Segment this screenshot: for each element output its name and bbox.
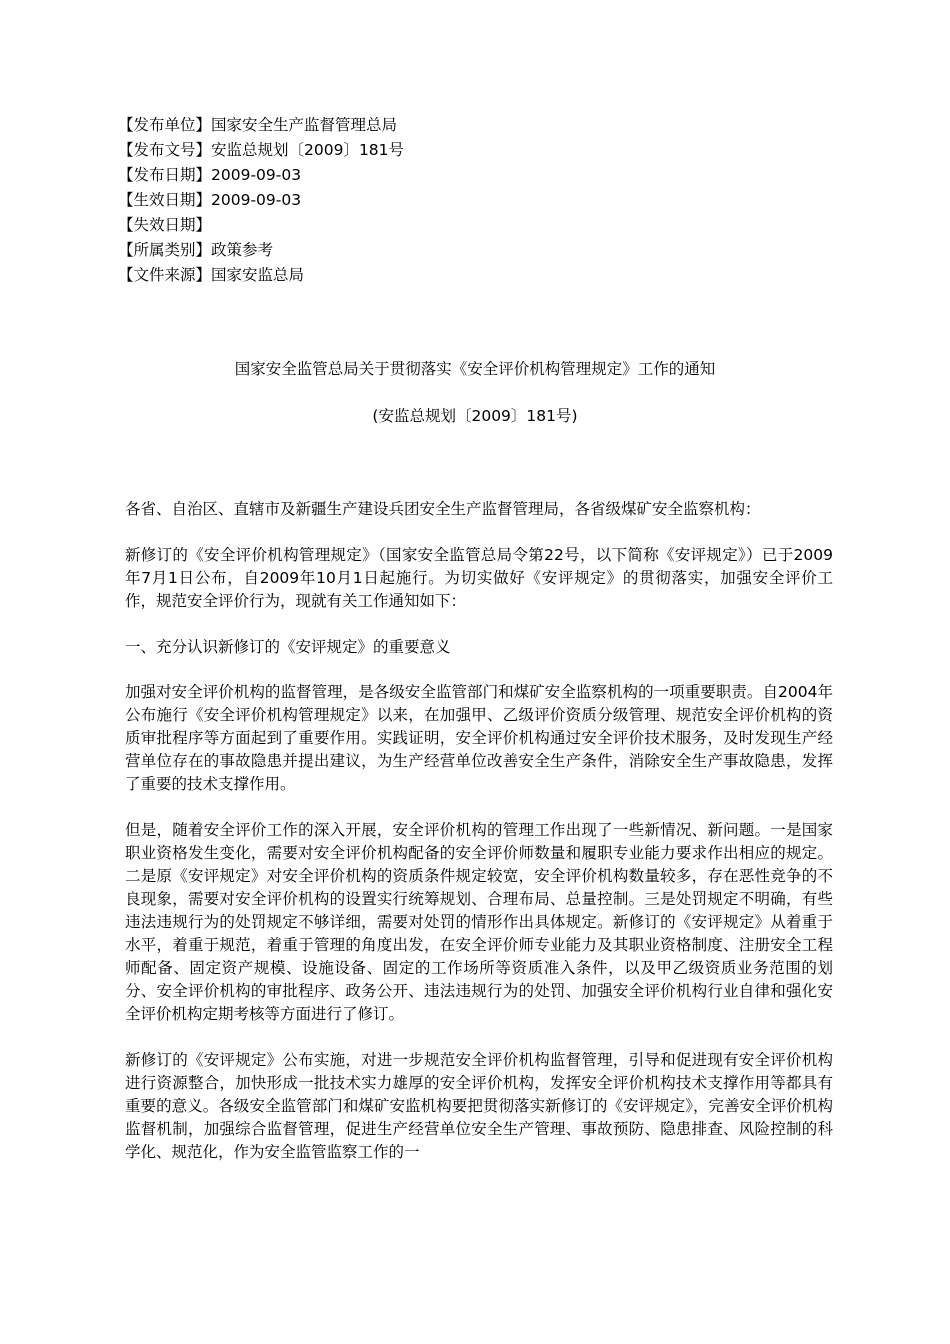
body-paragraph: 加强对安全评价机构的监督管理，是各级安全监管部门和煤矿安全监察机构的一项重要职责。自2004年公布施行《安全评价机构管理规定》以来，在加强甲、乙级评价资质分级管理、规范安全评价机构的资质审批程序等方面起到了重要作用。实践证明，安全评价机构通过安全评价技术服务，及时发现生产经营单位存在的事故隐患并提出建议，为生产经营单位改善安全生产条件，消除安全生产事故隐患，发挥了重要的技术支撑作用。 xyxy=(125,683,833,793)
meta-expiry-date: 【失效日期】 xyxy=(118,216,212,234)
metadata-block xyxy=(118,113,838,288)
body-paragraph: 新修订的《安评规定》公布实施，对进一步规范安全评价机构监督管理，引导和促进现有安全评价机构进行资源整合，加快形成一批技术实力雄厚的安全评价机构，发挥安全评价机构技术支撑作用等都具有重要的意义。各级安全监管部门和煤矿安监机构要把贯彻落实新修订的《安评规定》，完善安全评价机构监督机制，加强综合监督管理，促进生产经营单位安全生产管理、事故预防、隐患排查、风险控制的科学化、规范化，作为安全监管监察工作的一 xyxy=(125,1051,833,1161)
meta-issue-date: 【发布日期】2009-09-03 xyxy=(118,166,302,184)
intro-paragraph: 新修订的《安全评价机构管理规定》（国家安全监管总局令第22号，以下简称《安评规定》）已于2009年7月1日公布，自2009年10月1日起施行。为切实做好《安评规定》的贯彻落实，加强安全评价工作，规范安全评价行为，现就有关工作通知如下： xyxy=(125,546,833,610)
section-heading: 一、充分认识新修订的《安评规定》的重要意义 xyxy=(125,638,451,656)
addressee-paragraph: 各省、自治区、直辖市及新疆生产建设兵团安全生产监督管理局，各省级煤矿安全监察机构： xyxy=(125,500,761,518)
document-title: 国家安全监管总局关于贯彻落实《安全评价机构管理规定》工作的通知 xyxy=(234,360,716,378)
body-paragraph: 但是，随着安全评价工作的深入开展，安全评价机构的管理工作出现了一些新情况、新问题。一是国家职业资格发生变化，需要对安全评价机构配备的安全评价师数量和履职专业能力要求作出相应的规定。二是原《安评规定》对安全评价机构的资质条件规定较宽，安全评价机构数量较多，存在恶性竞争的不良现象，需要对安全评价机构的设置实行统筹规划、合理布局、总量控制。三是处罚规定不明确，有些违法违规行为的处罚规定不够详细，需要对处罚的情形作出具体规定。新修订的《安评规定》从着重于水平，着重于规范，着重于管理的角度出发，在安全评价师专业能力及其职业资格制度、注册安全工程师配备、固定资产规模、设施设备、固定的工作场所等资质准入条件，以及甲乙级资质业务范围的划分、安全评价机构的审批程序、政务公开、违法违规行为的处罚、加强安全评价机构行业自律和强化安全评价机构定期考核等方面进行了修订。 xyxy=(125,821,833,1023)
meta-source: 【文件来源】国家安监总局 xyxy=(118,266,305,284)
document-body xyxy=(125,498,833,1187)
meta-effective-date: 【生效日期】2009-09-03 xyxy=(118,191,302,209)
document-number: (安监总规划〔2009〕181号) xyxy=(372,407,578,425)
meta-issuer: 【发布单位】国家安全生产监督管理总局 xyxy=(118,116,398,134)
meta-doc-number: 【发布文号】安监总规划〔2009〕181号 xyxy=(118,141,405,159)
meta-category: 【所属类别】政策参考 xyxy=(118,241,274,259)
